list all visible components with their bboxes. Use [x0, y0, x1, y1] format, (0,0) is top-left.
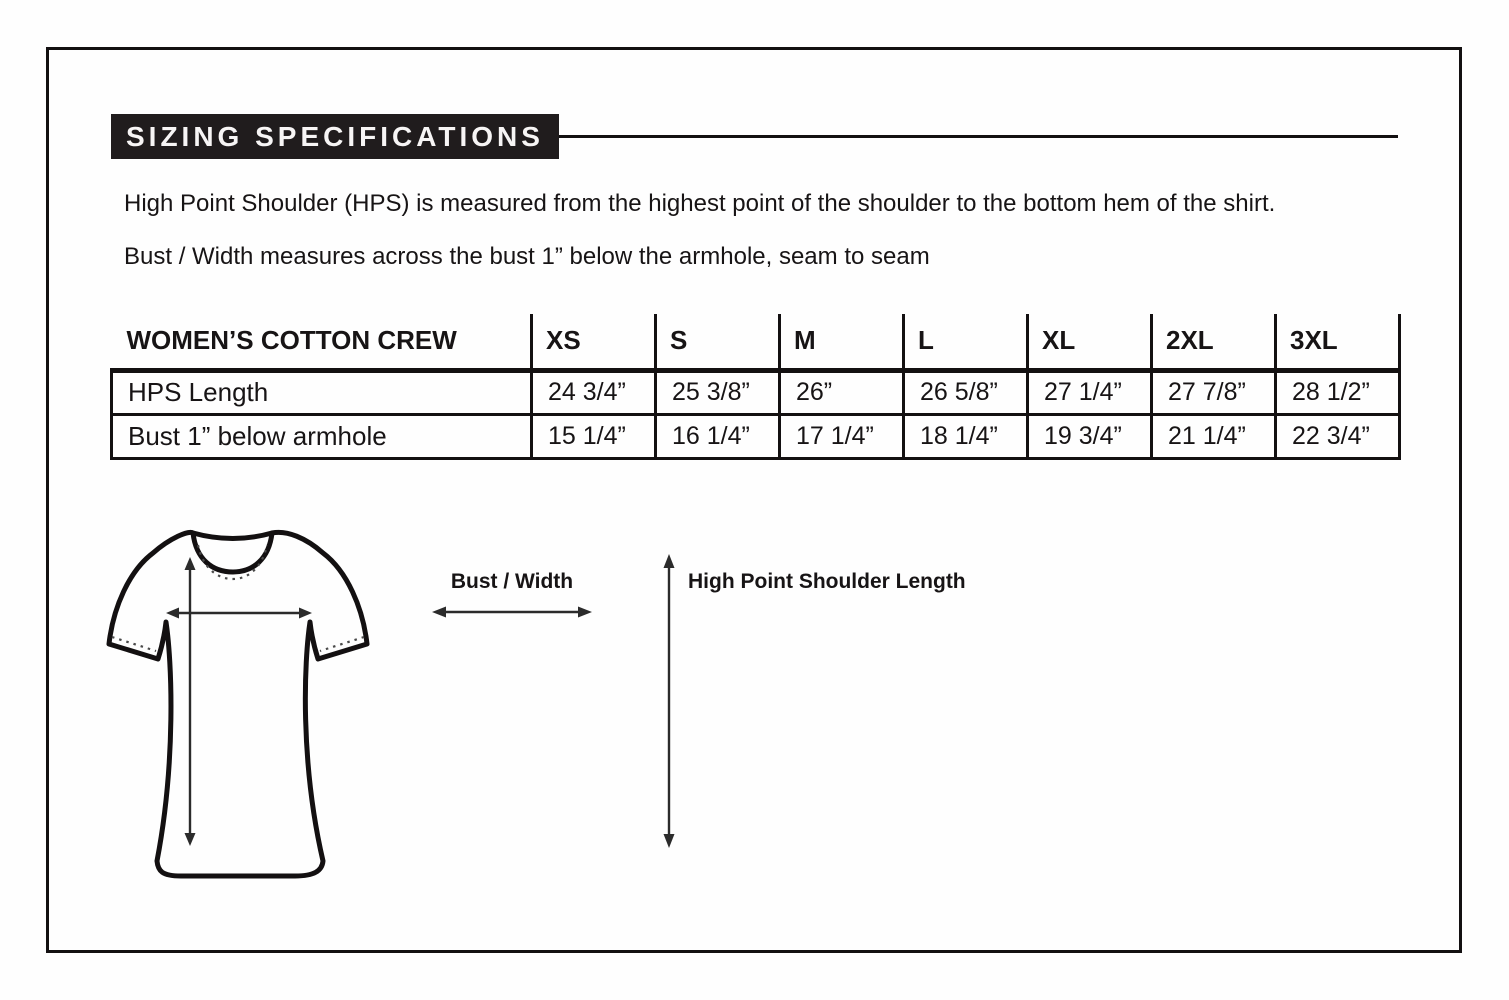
- tshirt-diagram: [93, 512, 383, 884]
- cell-hps-3xl: 28 1/2”: [1276, 370, 1400, 414]
- title-rule-line: [559, 135, 1398, 138]
- note-hps-definition: High Point Shoulder (HPS) is measured from the highest point of the shoulder to the bottom hem of the shirt.: [124, 190, 1276, 217]
- cell-hps-2xl: 27 7/8”: [1152, 370, 1276, 414]
- cell-hps-l: 26 5/8”: [904, 370, 1028, 414]
- cell-bust-m: 17 1/4”: [780, 414, 904, 458]
- cell-hps-xs: 24 3/4”: [532, 370, 656, 414]
- table-row: [112, 370, 1400, 414]
- note-bust-definition: Bust / Width measures across the bust 1” below the armhole, seam to seam: [124, 243, 930, 270]
- cell-bust-2xl: 21 1/4”: [1152, 414, 1276, 458]
- cell-bust-s: 16 1/4”: [656, 414, 780, 458]
- table-header-size-m: M: [780, 314, 904, 370]
- cell-hps-m: 26”: [780, 370, 904, 414]
- page-title: SIZING SPECIFICATIONS: [111, 114, 559, 159]
- table-row: [112, 414, 1400, 458]
- table-header-size-s: S: [656, 314, 780, 370]
- cell-bust-3xl: 22 3/4”: [1276, 414, 1400, 458]
- hps-length-label: High Point Shoulder Length: [688, 570, 966, 593]
- tshirt-outline: [109, 532, 367, 876]
- cell-hps-xl: 27 1/4”: [1028, 370, 1152, 414]
- row-label-bust: Bust 1” below armhole: [112, 414, 532, 458]
- table-header-size-3xl: 3XL: [1276, 314, 1400, 370]
- row-label-hps-length: HPS Length: [112, 370, 532, 414]
- bust-width-arrow-icon: [430, 602, 594, 622]
- sizing-table: [110, 314, 1401, 460]
- table-header-size-2xl: 2XL: [1152, 314, 1276, 370]
- table-header-product: WOMEN’S COTTON CREW: [112, 314, 532, 370]
- title-row: [111, 114, 1398, 159]
- table-header-size-xs: XS: [532, 314, 656, 370]
- table-header-size-l: L: [904, 314, 1028, 370]
- table-header-row: [112, 314, 1400, 370]
- cell-hps-s: 25 3/8”: [656, 370, 780, 414]
- bust-width-label: Bust / Width: [450, 570, 574, 593]
- cell-bust-l: 18 1/4”: [904, 414, 1028, 458]
- cell-bust-xl: 19 3/4”: [1028, 414, 1152, 458]
- hps-length-arrow-icon: [659, 552, 679, 850]
- table-header-size-xl: XL: [1028, 314, 1152, 370]
- cell-bust-xs: 15 1/4”: [532, 414, 656, 458]
